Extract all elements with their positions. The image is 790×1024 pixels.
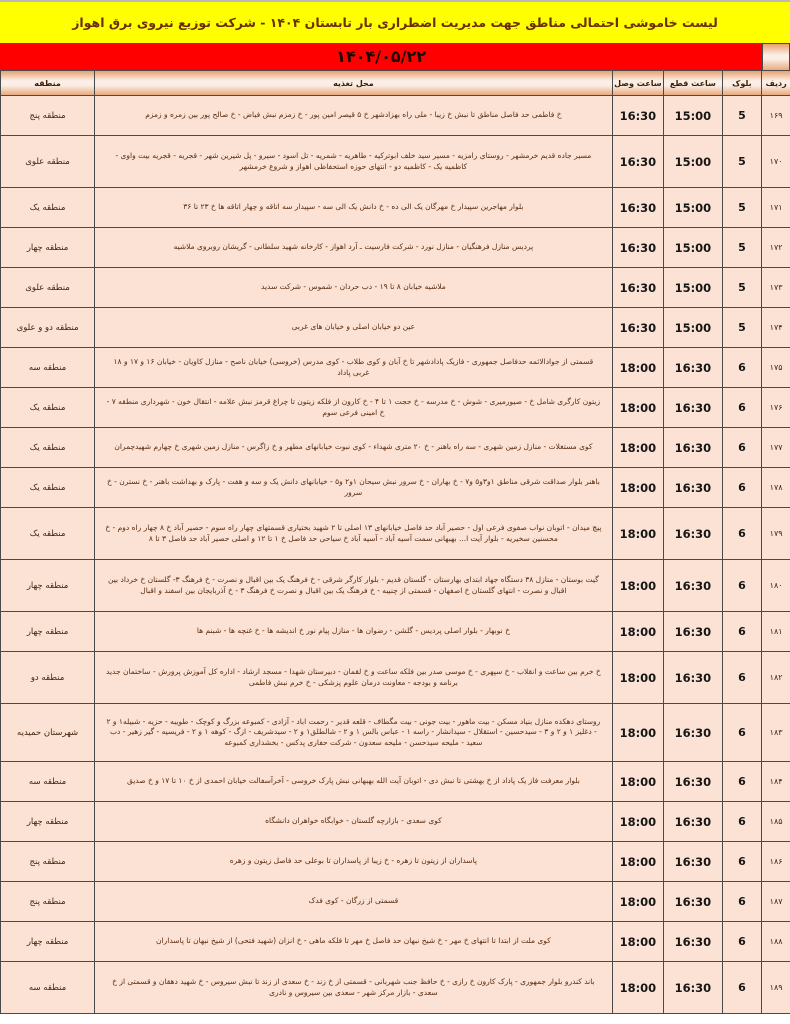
block-number: 6 [738, 481, 746, 494]
row-number-cell [762, 188, 790, 228]
feeding-location-text: قسمتی از جوادالائمه حدفاصل جمهوری - فازیک پادادشهر تا خ آبان و کوی طلاب - کوی مدرس (خروسی) خیابان ناصح - منازل کاویان - خیابان ۱۶ و ۱۷ و ۱۸ غربی پاداد [113, 357, 594, 377]
location-cell [95, 842, 612, 882]
region-cell [1, 802, 95, 842]
row-number-cell [762, 228, 790, 268]
column-header-location: محل تغذیه [95, 71, 612, 96]
region-label: منطقه علوی [25, 156, 70, 167]
feeding-location-text: کوی سعدی - بازارچه گلستان - خوابگاه خواهران دانشگاه [265, 816, 442, 826]
table-row [1, 962, 790, 1014]
reconnect-time-value: 18:00 [619, 725, 657, 740]
reconnect-time-cell [613, 802, 665, 842]
row-number: ۱۸۶ [769, 857, 783, 866]
table-row [1, 228, 790, 268]
reconnect-time-cell [613, 428, 665, 468]
block-cell [723, 308, 763, 348]
reconnect-time-cell [613, 188, 665, 228]
location-cell [95, 962, 612, 1014]
feeding-location-text: قسمتی از زرگان - کوی فدک [308, 896, 399, 906]
feeding-location-text: خ خرم بین ساعت و انقلاب - خ سپهری - خ موسی صدر بین فلکه ساعت و خ لقمان - دبیرستان شهدا - مسجد ارشاد - اداره کل آموزش پرورش - ساختمان جدید برنامه و بودجه - معاونت درمان علوم پزشکی - خ خرم نبش فاطمی [106, 667, 601, 687]
block-cell [723, 882, 763, 922]
reconnect-time-value: 18:00 [619, 854, 657, 869]
feeding-location-text: ملاشیه خیابان ۸ تا ۱۹ - دب حردان - شموس - شرکت سدید [261, 282, 446, 292]
location-cell [95, 762, 612, 802]
block-number: 6 [738, 855, 746, 868]
region-label: منطقه چهار [26, 626, 69, 637]
location-cell [95, 308, 612, 348]
region-cell [1, 762, 95, 802]
block-cell [723, 762, 763, 802]
cut-time-value: 15:00 [674, 154, 712, 169]
region-cell [1, 652, 95, 704]
cut-time-cell [664, 188, 722, 228]
region-label: منطقه پنج [29, 896, 66, 907]
date-band [0, 43, 790, 70]
row-number-cell [762, 802, 790, 842]
block-cell [723, 612, 763, 652]
region-label: منطقه علوی [25, 282, 70, 293]
reconnect-time-cell [613, 842, 665, 882]
block-number: 6 [738, 527, 746, 540]
feeding-location-text: زیتون کارگری شامل خ - صیورمیری - شوش - خ مدرسه - خ حجت ۱ تا ۴ - خ کارون از فلکه زیتون تا چراغ قرمز نبش علامه - انتقال خون - شهرداری منطقه ۷ - خ امینی فرعی سوم [106, 397, 601, 417]
cut-time-value: 16:30 [674, 360, 712, 375]
region-cell [1, 842, 95, 882]
location-cell [95, 388, 612, 428]
region-cell [1, 136, 95, 188]
region-cell [1, 188, 95, 228]
reconnect-time-cell [613, 882, 665, 922]
reconnect-time-value: 18:00 [619, 526, 657, 541]
region-cell [1, 962, 95, 1014]
cut-time-value: 16:30 [674, 624, 712, 639]
block-cell [723, 228, 763, 268]
table-row [1, 922, 790, 962]
cut-time-value: 16:30 [674, 774, 712, 789]
cut-time-cell [664, 268, 722, 308]
reconnect-time-cell [613, 612, 665, 652]
row-number: ۱۷۷ [769, 443, 783, 452]
cut-time-cell [664, 922, 722, 962]
location-cell [95, 612, 612, 652]
reconnect-time-value: 18:00 [619, 980, 657, 995]
feeding-location-text: پردیس منازل فرهنگیان - منازل نورد - شرکت فارسیت ـ آرد اهواز - کارخانه شهید سلطانی - گریشان روبروی ملاشیه [173, 242, 534, 252]
row-number-cell [762, 962, 790, 1014]
block-number: 5 [738, 155, 746, 168]
column-header-region: منطقه [1, 71, 95, 96]
row-number: ۱۸۹ [769, 983, 783, 992]
location-cell [95, 268, 612, 308]
row-number: ۱۷۴ [769, 323, 783, 332]
location-cell [95, 96, 612, 136]
cut-time-value: 16:30 [674, 854, 712, 869]
block-cell [723, 388, 763, 428]
reconnect-time-value: 16:30 [619, 240, 657, 255]
location-cell [95, 468, 612, 508]
region-label: منطقه سه [28, 362, 67, 373]
row-number: ۱۸۵ [769, 817, 783, 826]
cut-time-value: 16:30 [674, 980, 712, 995]
column-header-block: بلوک [723, 71, 763, 96]
cut-time-value: 15:00 [674, 320, 712, 335]
column-header-row-number: ردیف [762, 71, 790, 96]
reconnect-time-value: 18:00 [619, 670, 657, 685]
column-header-reconnect-time: ساعت وصل [613, 71, 665, 96]
cut-time-cell [664, 612, 722, 652]
block-cell [723, 922, 763, 962]
table-row [1, 468, 790, 508]
block-cell [723, 704, 763, 762]
reconnect-time-value: 18:00 [619, 934, 657, 949]
cut-time-cell [664, 96, 722, 136]
row-number-cell [762, 508, 790, 560]
block-cell [723, 188, 763, 228]
block-number: 6 [738, 401, 746, 414]
block-cell [723, 842, 763, 882]
block-number: 6 [738, 775, 746, 788]
page-title: لیست خاموشی احتمالی مناطق جهت مدیریت اضطراری بار تابستان ۱۴۰۴ - شرکت توزیع نیروی برق اهواز [72, 15, 718, 30]
location-cell [95, 560, 612, 612]
location-cell [95, 922, 612, 962]
cut-time-cell [664, 508, 722, 560]
reconnect-time-value: 18:00 [619, 440, 657, 455]
reconnect-time-cell [613, 268, 665, 308]
row-number: ۱۷۵ [769, 363, 783, 372]
row-number: ۱۸۷ [769, 897, 783, 906]
table-row [1, 136, 790, 188]
region-label: منطقه پنج [29, 110, 66, 121]
row-number: ۱۷۹ [769, 529, 783, 538]
region-label: منطقه چهار [26, 816, 69, 827]
cut-time-cell [664, 704, 722, 762]
schedule-table [0, 70, 790, 1014]
cut-time-value: 16:30 [674, 526, 712, 541]
row-number-cell [762, 762, 790, 802]
feeding-location-text: خ فاطمی حد فاصل مناطق تا نبش خ زیبا - ملی راه بهزادشهر خ ۵ قیصر امین پور - خ زمزم نبش فیاض - خ صالح پور بین زمره و زمزم [145, 110, 562, 120]
location-cell [95, 704, 612, 762]
reconnect-time-cell [613, 228, 665, 268]
column-header-cut-time: ساعت قطع [664, 71, 722, 96]
row-number-cell [762, 468, 790, 508]
cut-time-value: 16:30 [674, 578, 712, 593]
cut-time-cell [664, 762, 722, 802]
cut-time-value: 15:00 [674, 200, 712, 215]
row-number-cell [762, 308, 790, 348]
location-cell [95, 228, 612, 268]
location-cell [95, 136, 612, 188]
region-cell [1, 268, 95, 308]
row-number-cell [762, 388, 790, 428]
region-cell [1, 612, 95, 652]
cut-time-value: 16:30 [674, 894, 712, 909]
row-number: ۱۷۸ [769, 483, 783, 492]
cut-time-value: 15:00 [674, 280, 712, 295]
cut-time-cell [664, 136, 722, 188]
reconnect-time-value: 18:00 [619, 578, 657, 593]
cut-time-cell [664, 652, 722, 704]
table-header-row [1, 71, 790, 96]
block-cell [723, 96, 763, 136]
table-row [1, 704, 790, 762]
cut-time-cell [664, 560, 722, 612]
location-cell [95, 348, 612, 388]
location-cell [95, 508, 612, 560]
region-cell [1, 468, 95, 508]
region-cell [1, 428, 95, 468]
corner-cell [762, 43, 790, 70]
reconnect-time-cell [613, 96, 665, 136]
reconnect-time-value: 18:00 [619, 480, 657, 495]
reconnect-time-value: 16:30 [619, 154, 657, 169]
table-row [1, 560, 790, 612]
location-cell [95, 428, 612, 468]
block-number: 6 [738, 671, 746, 684]
region-label: منطقه چهار [26, 580, 69, 591]
table-row [1, 268, 790, 308]
block-cell [723, 268, 763, 308]
reconnect-time-value: 16:30 [619, 200, 657, 215]
reconnect-time-cell [613, 560, 665, 612]
table-row [1, 308, 790, 348]
region-label: منطقه چهار [26, 936, 69, 947]
block-number: 5 [738, 109, 746, 122]
region-label: منطقه یک [29, 482, 66, 493]
region-cell [1, 388, 95, 428]
location-cell [95, 882, 612, 922]
region-cell [1, 508, 95, 560]
region-cell [1, 308, 95, 348]
region-label: منطقه سه [28, 776, 67, 787]
cut-time-cell [664, 348, 722, 388]
reconnect-time-value: 18:00 [619, 894, 657, 909]
feeding-location-text: کوی مستغلات - منازل زمین شهری - سه راه باهنر - خ ۲۰ متری شهداء - کوی نبوت خیابانهای مطهر و خ زاگرس - منازل زمین شهری خ چهارم شهیدچمران [114, 442, 593, 452]
feeding-location-text: پاسداران از زیتون تا زهره - خ زیبا از پاسداران تا بوعلی حد فاصل زیتون و زهره [229, 856, 477, 866]
block-number: 5 [738, 201, 746, 214]
reconnect-time-value: 16:30 [619, 280, 657, 295]
block-number: 5 [738, 281, 746, 294]
row-number: ۱۸۸ [769, 937, 783, 946]
block-number: 6 [738, 935, 746, 948]
table-row [1, 802, 790, 842]
feeding-location-text: باهنر بلوار صداقت شرقی مناطق ۱و۳و۵ و۷ - خ بهاران - خ سرور نبش سیحان ۱و۲ و۵ - خیابانهای دانش یک و سه و هفت - پارک و بهداشت باهنر - خ نسترن - خ سرور [106, 477, 600, 497]
cut-time-cell [664, 882, 722, 922]
cut-time-value: 16:30 [674, 934, 712, 949]
cut-time-cell [664, 428, 722, 468]
region-label: منطقه پنج [29, 856, 66, 867]
table-row [1, 348, 790, 388]
cut-time-cell [664, 228, 722, 268]
row-number: ۱۶۹ [769, 111, 783, 120]
feeding-location-text: عین دو خیابان اصلی و خیابان های غربی [291, 322, 416, 332]
reconnect-time-value: 18:00 [619, 624, 657, 639]
region-cell [1, 882, 95, 922]
block-number: 6 [738, 726, 746, 739]
region-label: منطقه دو و علوی [16, 322, 79, 333]
reconnect-time-cell [613, 348, 665, 388]
reconnect-time-cell [613, 308, 665, 348]
reconnect-time-value: 16:30 [619, 320, 657, 335]
region-cell [1, 228, 95, 268]
region-label: منطقه دو [30, 672, 65, 683]
row-number-cell [762, 560, 790, 612]
reconnect-time-value: 18:00 [619, 814, 657, 829]
row-number-cell [762, 96, 790, 136]
row-number: ۱۷۶ [769, 403, 783, 412]
feeding-location-text: بلوار معرفت فاز یک پاداد از خ بهشتی تا نبش دی - اتوبان آیت الله بهبهانی نبش پارک خروسی - آخرآسفالت خیابان احمدی از خ ۱۰ تا ۱۷ و خ صدیق [126, 776, 580, 786]
table-row [1, 428, 790, 468]
row-number-cell [762, 922, 790, 962]
region-cell [1, 922, 95, 962]
title-band [0, 2, 790, 43]
cut-time-value: 16:30 [674, 670, 712, 685]
block-cell [723, 136, 763, 188]
reconnect-time-value: 18:00 [619, 360, 657, 375]
reconnect-time-cell [613, 922, 665, 962]
block-number: 6 [738, 981, 746, 994]
table-row [1, 882, 790, 922]
cut-time-cell [664, 842, 722, 882]
region-label: منطقه یک [29, 202, 66, 213]
reconnect-time-cell [613, 468, 665, 508]
cut-time-value: 16:30 [674, 814, 712, 829]
block-cell [723, 468, 763, 508]
row-number-cell [762, 842, 790, 882]
block-cell [723, 802, 763, 842]
reconnect-time-value: 18:00 [619, 774, 657, 789]
table-row [1, 842, 790, 882]
row-number: ۱۸۰ [769, 581, 783, 590]
block-number: 6 [738, 815, 746, 828]
reconnect-time-cell [613, 652, 665, 704]
block-number: 6 [738, 625, 746, 638]
table-row [1, 96, 790, 136]
row-number: ۱۷۱ [769, 203, 783, 212]
table-row [1, 762, 790, 802]
block-cell [723, 508, 763, 560]
region-label: شهرستان حمیدیه [17, 727, 79, 738]
block-cell [723, 962, 763, 1014]
table-row [1, 388, 790, 428]
row-number-cell [762, 348, 790, 388]
block-number: 5 [738, 241, 746, 254]
block-number: 6 [738, 579, 746, 592]
reconnect-time-cell [613, 962, 665, 1014]
region-label: منطقه یک [29, 402, 66, 413]
region-cell [1, 348, 95, 388]
block-number: 5 [738, 321, 746, 334]
row-number-cell [762, 428, 790, 468]
table-row [1, 652, 790, 704]
cut-time-cell [664, 962, 722, 1014]
table-body [1, 96, 790, 1014]
row-number: ۱۷۳ [769, 283, 783, 292]
region-label: منطقه یک [29, 528, 66, 539]
row-number: ۱۷۰ [769, 157, 783, 166]
row-number: ۱۸۱ [769, 627, 783, 636]
block-cell [723, 428, 763, 468]
region-cell [1, 704, 95, 762]
cut-time-value: 16:30 [674, 725, 712, 740]
cut-time-cell [664, 308, 722, 348]
table-row [1, 188, 790, 228]
feeding-location-text: روستای دهکده منازل بنیاد مسکن - بیت ماهور - بیت جونی - بیت مگطاف - قلعه قدیر - رحمت اباد - آزادی - کمبوعه بزرگ و کوچک - طویبه - حزیه - شبیله۱ و ۲ - دغلیز ۱ و ۲ و ۳ - سیدحسین - استقلال - سیدانشار - راسه ۱ - عباس بالس ۱ و ۲ - شالطلق۱ و ۲ - سیدشریف - ازگ - کوهه ۱ و ۲ - فریسیه - گیر زهیر - دب سعید - ملیحه سیدحسن - ملیحه سعدون - شرکت حفاری پدکس - بخشداری کمبوعه [106, 716, 601, 747]
reconnect-time-cell [613, 704, 665, 762]
region-label: منطقه چهار [26, 242, 69, 253]
reconnect-time-cell [613, 388, 665, 428]
feeding-location-text: پیچ میدان - اتوبان نواب صفوی فرعی اول - حصیر آباد حد فاصل خیابانهای ۱۳ اصلی تا ۲ شهید بختیاری قسمتهای چهار راه سوم - حصیر آباد خ ۸ چهار راه دوم - خ محسنین سخیریه - بلوار آیت ا... بهبهانی سمت آسیه آباد - آسیه آباد خ سیاحی حد فاصل خ ۱ تا ۱۲ و اصلی حصیر آباد حد فاصل ۳ تا ۸ [105, 523, 602, 543]
location-cell [95, 802, 612, 842]
cut-time-cell [664, 802, 722, 842]
row-number-cell [762, 704, 790, 762]
block-number: 6 [738, 895, 746, 908]
row-number: ۱۸۴ [769, 777, 783, 786]
table-row [1, 612, 790, 652]
reconnect-time-value: 18:00 [619, 400, 657, 415]
reconnect-time-value: 16:30 [619, 108, 657, 123]
block-number: 6 [738, 441, 746, 454]
block-cell [723, 652, 763, 704]
location-cell [95, 652, 612, 704]
date-cell [0, 43, 762, 70]
block-cell [723, 348, 763, 388]
row-number-cell [762, 652, 790, 704]
cut-time-value: 16:30 [674, 480, 712, 495]
region-cell [1, 96, 95, 136]
row-number: ۱۷۲ [769, 243, 783, 252]
region-cell [1, 560, 95, 612]
feeding-location-text: خ نوبهار - بلوار اصلی پردیس - گلشن - رضوان ها - منازل پیام نور خ اندیشه ها - خ غنچه ها - شبنم ها [196, 626, 510, 636]
reconnect-time-cell [613, 762, 665, 802]
table-row [1, 508, 790, 560]
block-number: 6 [738, 361, 746, 374]
reconnect-time-cell [613, 136, 665, 188]
region-label: منطقه یک [29, 442, 66, 453]
block-cell [723, 560, 763, 612]
row-number-cell [762, 268, 790, 308]
feeding-location-text: کوی ملت از ابتدا تا انتهای خ مهر - خ شیخ نبهان حد فاصل خ مهر تا فلکه ماهی - خ انزان (شهید فتحی) از شیخ نبهان تا پاسداران [156, 936, 551, 946]
row-number: ۱۸۲ [769, 673, 783, 682]
row-number-cell [762, 136, 790, 188]
cut-time-cell [664, 468, 722, 508]
reconnect-time-cell [613, 508, 665, 560]
location-cell [95, 188, 612, 228]
feeding-location-text: گیت بوستان - منازل ۳۸ دستگاه جهاد ابتدای بهارستان - گلستان قدیم - بلوار کارگر شرقی - خ فرهنگ یک بین اقبال و نصرت - خ فرهنگ ۳- گلستان خ خرداد بین اقبال و نصرت - انتهای گلستان خ اصفهان - قسمتی از چنیبه - خ فرهنگ یک بین اقبال و نصرت خ فرهنگ ۳ - خ آذربایجان بین اسفند و اقبال [108, 575, 599, 595]
region-label: منطقه سه [28, 982, 67, 993]
row-number: ۱۸۳ [769, 728, 783, 737]
cut-time-value: 16:30 [674, 440, 712, 455]
row-number-cell [762, 882, 790, 922]
cut-time-value: 16:30 [674, 400, 712, 415]
feeding-location-text: باند کندرو بلوار جمهوری - پارک کارون خ رازی - خ حافظ جنب شهربانی - قسمتی از خ زند - خ سعدی از زند تا نبش سیروس - خ شهید دهقان و قسمتی از خ سعدی - بازار مرکز شهر - سعدی بین سیروس و نادری [112, 977, 595, 997]
feeding-location-text: مسیر جاده قدیم خرمشهر - روستای رامزیه - مسیر سید خلف ابوترکیه - طاهریه - شمریه - تل اسود - سیرو - پل شیرین شهر - قجریه - قجریه بیت واوی - کاظمیه یک - کاظمیه دو - انتهای حوزه استحفاظی اهواز و شروع خرمشهر [115, 151, 592, 171]
date-value: ۱۴۰۴/۰۵/۲۲ [336, 47, 426, 66]
cut-time-value: 15:00 [674, 108, 712, 123]
cut-time-value: 15:00 [674, 240, 712, 255]
feeding-location-text: بلوار مهاجرین سپیدار خ مهرگان یک الی ده - خ دانش یک الی سه - سپیدار سه اتاقه و چهار اتاقه ها خ ۲۳ تا ۳۶ [183, 202, 524, 212]
cut-time-cell [664, 388, 722, 428]
row-number-cell [762, 612, 790, 652]
